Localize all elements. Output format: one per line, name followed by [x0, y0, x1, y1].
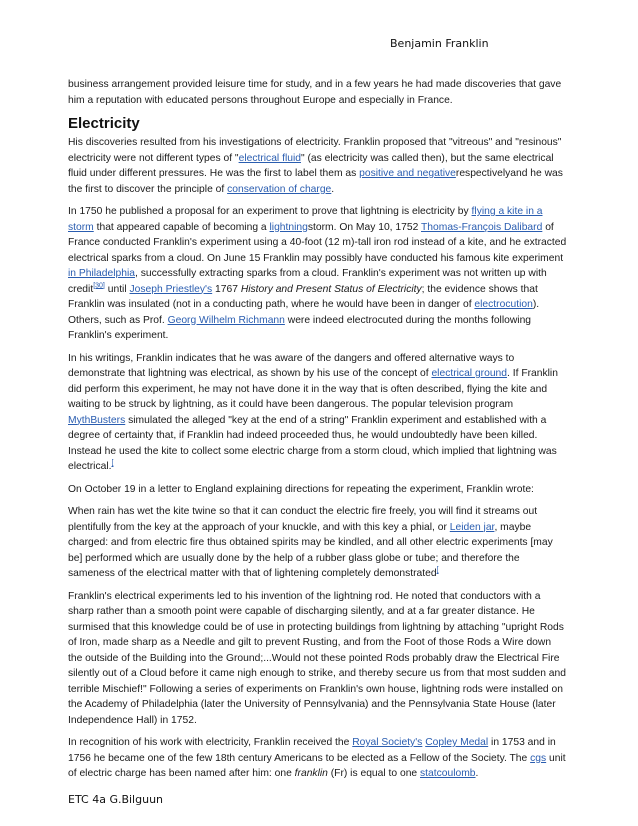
link-statcoulomb[interactable]: statcoulomb	[420, 768, 476, 779]
link-thomas-francois-dalibard[interactable]: Thomas-François Dalibard	[421, 221, 543, 233]
text: ). Others, such as Prof.	[68, 299, 540, 326]
text: of France conducted Franklin's experiment using a 40-foot (12 m)-tall iron rod instead of a kite, and he extracted electrical sparks from a cloud. On June 15 Franklin may possibly have conducted his famous kite experiment	[68, 221, 567, 264]
text: in 1753 and in 1756 he became one of the few 18th century Americans to be elected as a Fellow of the Society. The	[68, 737, 556, 764]
running-header: Benjamin Franklin	[390, 37, 489, 50]
citation-link[interactable]: [	[111, 459, 114, 467]
link-positive-and-negative[interactable]: positive and negative	[359, 168, 456, 179]
link-georg-wilhelm-richmann[interactable]: Georg Wilhelm Richmann	[167, 314, 285, 326]
paragraph-writings	[68, 351, 568, 475]
paragraph-lightning-rod	[68, 589, 568, 729]
section-heading-electricity: Electricity	[68, 115, 140, 132]
text: .	[475, 768, 479, 779]
link-flying-a-kite[interactable]: flying a kite in a storm	[68, 206, 543, 233]
paragraph-intro	[68, 77, 568, 108]
text: .	[331, 183, 335, 195]
book-title: History and Present Status of Electricity	[240, 283, 422, 295]
text: ; the evidence shows that Franklin was insulated (not in a conducting path, where he would have been in danger of	[68, 283, 538, 310]
citation-link[interactable]: [30]	[93, 282, 105, 290]
text: In his writings, Franklin indicates that he was aware of the dangers and offered alternative ways to demonstrate that lightning was electrical, as shown by his use of the concept of	[68, 352, 515, 379]
text: that appeared capable of becoming a	[93, 221, 270, 233]
paragraph-discoveries	[68, 135, 568, 197]
text: simulated the alleged "key at the end of a string" Franklin experiment and established with a degree of certainty that, if Franklin had indeed proceeded thus, he would undoubtedly have been killed. Instead he used the kite to collect some electric charge from a storm cloud, which implied that lightning was electrical.	[68, 414, 557, 472]
link-electrocution[interactable]: electrocution	[474, 299, 533, 310]
text: , successfully extracting sparks from a cloud. Franklin's experiment was not written up with credit	[68, 268, 547, 295]
link-joseph-priestley[interactable]: Joseph Priestley's	[129, 283, 213, 295]
link-lightning[interactable]: lightning	[269, 221, 308, 233]
text: were indeed electrocuted during the months following Franklin's experiment.	[68, 314, 532, 341]
link-leiden-jar[interactable]: Leiden jar	[449, 521, 495, 533]
text: , maybe charged: and from electric fire thus obtained spirits may be kindled, and all other electric experiments [may be] performed which are usually done by the help of a rubber glass globe or tube; and therefore the sameness of the electrical matter with that of lightening completely demonstrated	[68, 521, 553, 579]
text: In 1750 he published a proposal for an experiment to prove that lightning is electricity by	[68, 206, 472, 217]
text: . If Franklin did perform this experiment, he may not have done it in the way that is often described, flying the kite and waiting to be struck by lightning, as it could have been dangerous. The popular television program	[68, 368, 558, 410]
text: (Fr) is equal to one	[327, 768, 421, 779]
link-mythbusters[interactable]: MythBusters	[68, 414, 126, 426]
text: business arrangement provided leisure time for study, and in a few years he had made discoveries that gave him a reputation with educated persons throughout Europe and especially in France.	[68, 79, 562, 106]
link-royal-society[interactable]: Royal Society's	[352, 737, 423, 748]
running-footer: ETC 4a G.Bilguun	[68, 793, 164, 806]
text: Franklin's electrical experiments led to his invention of the lightning rod. He noted that conductors with a sharp rather than a smooth point were capable of discharging silently, and at a far greater distance. He surmised that this knowledge could be of use in protecting buildings from lightning by attaching "upright Rods of Iron, made sharp as a Needle and gilt to prevent Rusting, and from the Foot of those Rods a Wire down the outside of the Building into the Ground;...Would not these pointed Rods probably draw the Electrical Fire silently out of a Cloud before it came nigh enough to strike, and thereby secure us from that most sudden and terrible Mischief!" Following a series of experiments on Franklin's own house, lightning rods were installed on the Academy of Philadelphia (later the University of Pennsylvania) and the Pennsylvania State House (later Independence Hall) in 1752.	[68, 590, 566, 726]
text: " (as electricity was called then), but the same electrical fluid under different pressures. He was the first to label them as	[68, 152, 554, 179]
citation-link[interactable]: [	[436, 566, 439, 574]
text: until	[104, 283, 130, 295]
text: storm. On May 10, 1752	[307, 221, 421, 233]
paragraph-letter-quote	[68, 504, 568, 582]
link-copley-medal[interactable]: Copley Medal	[425, 737, 489, 748]
link-in-philadelphia[interactable]: in Philadelphia	[68, 268, 135, 279]
link-electrical-ground[interactable]: electrical ground	[431, 368, 508, 379]
text: When rain has wet the kite twine so that it can conduct the electric fire freely, you will find it streams out plentifully from the key at the approach of your knuckle, and with this key a phial, or	[68, 506, 538, 533]
link-cgs[interactable]: cgs	[530, 752, 547, 764]
link-conservation-of-charge[interactable]: conservation of charge	[227, 183, 332, 195]
text: In recognition of his work with electricity, Franklin received the	[68, 737, 353, 748]
text: respectivelyand he was the first to discover the principle of	[68, 168, 563, 195]
article-body	[68, 77, 568, 789]
text: unit of electric charge has been named after him: one	[68, 752, 566, 779]
text: 1767	[212, 283, 241, 295]
text: His discoveries resulted from his investigations of electricity. Franklin proposed that "vitreous" and "resinous" electricity were not different types of "	[68, 137, 562, 164]
paragraph-kite-proposal	[68, 204, 568, 344]
text: On October 19 in a letter to England explaining directions for repeating the experiment, Franklin wrote:	[68, 483, 534, 495]
unit-name: franklin	[294, 768, 328, 779]
paragraph-recognition	[68, 735, 568, 782]
paragraph-letter-intro	[68, 482, 568, 498]
link-electrical-fluid[interactable]: electrical fluid	[238, 152, 301, 164]
